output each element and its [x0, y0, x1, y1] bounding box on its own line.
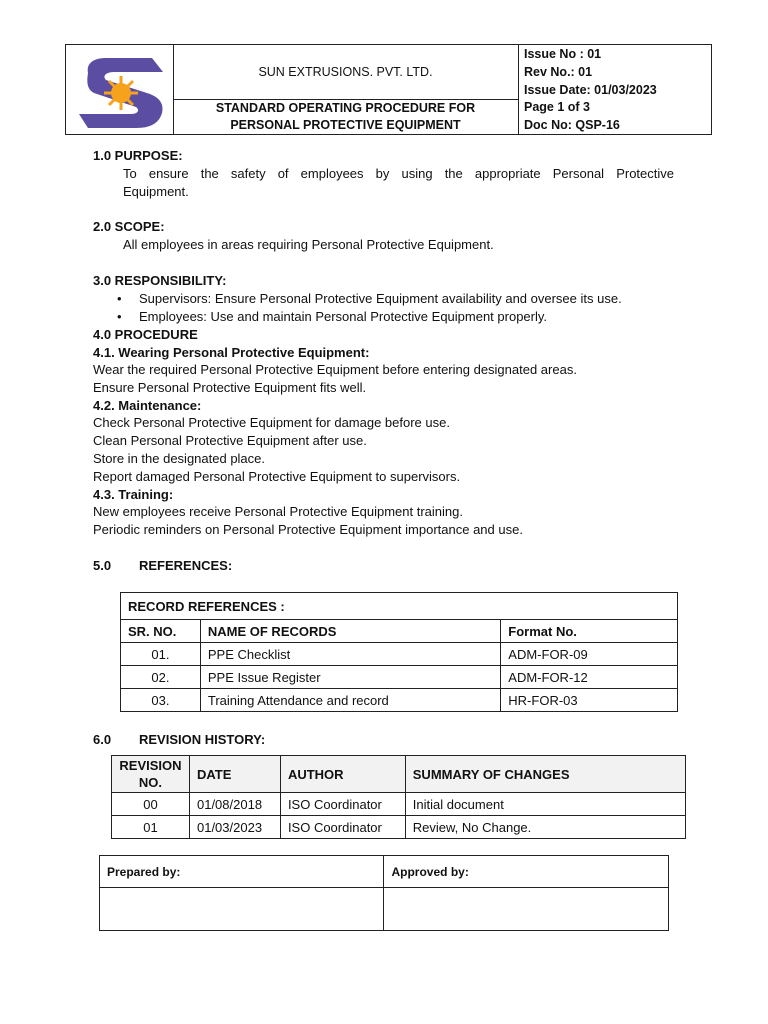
procedure-line: Check Personal Protective Equipment for damage before use. [93, 415, 450, 430]
table-row: 03. Training Attendance and record HR-FOR-03 [121, 689, 678, 712]
page-number: Page 1 of 3 [524, 100, 590, 115]
revision-history-table [111, 755, 686, 839]
responsibility-item: • Employees: Use and maintain Personal Protective Equipment properly. [117, 309, 548, 324]
references-heading-number: 5.0 [93, 558, 112, 573]
purpose-text-line1: To ensure the safety of employees by using the appropriate Personal Protective [123, 166, 674, 181]
procedure-4-2-heading: 4.2. Maintenance: [93, 398, 202, 413]
approved-by-signature-field[interactable] [384, 888, 669, 931]
scope-text: All employees in areas requiring Personal Protective Equipment. [123, 237, 494, 252]
record-references-table [120, 592, 678, 712]
revision-heading: REVISION HISTORY: [139, 732, 266, 747]
rev-no: Rev No.: 01 [524, 64, 593, 79]
company-name: SUN EXTRUSIONS. PVT. LTD. [173, 45, 518, 100]
table-row: 01 01/03/2023 ISO Coordinator Review, No Change. [112, 816, 686, 839]
procedure-4-3-heading: 4.3. Training: [93, 487, 174, 502]
procedure-line: New employees receive Personal Protective Equipment training. [93, 504, 463, 519]
prepared-by-signature-field[interactable] [100, 888, 384, 931]
issue-date: Issue Date: 01/03/2023 [524, 82, 657, 97]
scope-heading: 2.0 SCOPE: [93, 219, 165, 234]
company-logo [66, 45, 174, 134]
revision-heading-number: 6.0 [93, 732, 112, 747]
table-row: 02. PPE Issue Register ADM-FOR-12 [121, 666, 678, 689]
logo-sun-icon [104, 76, 138, 110]
doc-no: Doc No: QSP-16 [524, 118, 620, 133]
table-row: 00 01/08/2018 ISO Coordinator Initial document [112, 793, 686, 816]
procedure-line: Store in the designated place. [93, 451, 266, 466]
table-title-row: RECORD REFERENCES : [121, 593, 678, 620]
responsibility-heading: 3.0 RESPONSIBILITY: [93, 273, 227, 288]
procedure-line: Wear the required Personal Protective Equipment before entering designated areas. [93, 362, 577, 377]
procedure-line: Ensure Personal Protective Equipment fits well. [93, 380, 367, 395]
table-header-row: REVISION NO. DATE AUTHOR SUMMARY OF CHANGES [112, 756, 686, 793]
prepared-by-label: Prepared by: [100, 856, 384, 888]
procedure-line: Periodic reminders on Personal Protective Equipment importance and use. [93, 522, 523, 537]
table-row: 01. PPE Checklist ADM-FOR-09 [121, 643, 678, 666]
procedure-line: Report damaged Personal Protective Equipment to supervisors. [93, 469, 461, 484]
signoff-table [99, 855, 669, 931]
sop-title: STANDARD OPERATING PROCEDURE FOR PERSONAL PROTECTIVE EQUIPMENT [215, 101, 476, 132]
table-header-row: SR. NO. NAME OF RECORDS Format No. [121, 620, 678, 643]
responsibility-item: • Supervisors: Ensure Personal Protective Equipment availability and oversee its use. [117, 291, 622, 306]
procedure-4-1-heading: 4.1. Wearing Personal Protective Equipment: [93, 345, 370, 360]
procedure-line: Clean Personal Protective Equipment after use. [93, 433, 367, 448]
doc-control-info [524, 45, 709, 135]
procedure-heading: 4.0 PROCEDURE [93, 327, 198, 342]
references-heading: REFERENCES: [139, 558, 233, 573]
issue-no: Issue No : 01 [524, 47, 602, 61]
document-header [65, 44, 712, 135]
purpose-text-line2: Equipment. [123, 184, 189, 199]
purpose-heading: 1.0 PURPOSE: [93, 148, 183, 163]
approved-by-label: Approved by: [384, 856, 669, 888]
